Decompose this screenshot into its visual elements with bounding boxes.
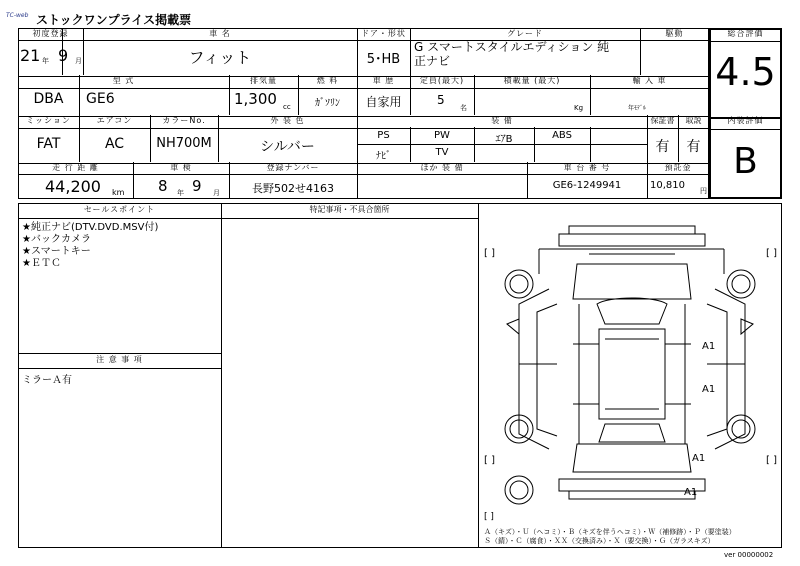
model: GE6	[86, 91, 115, 107]
bracket-spare: [ ]	[484, 512, 494, 522]
reg-number: 長野502せ4163	[252, 182, 334, 195]
label-overall-rating: 総合評価	[727, 29, 764, 38]
grade-line2: 正ナビ	[414, 54, 451, 68]
reg-month-unit: 月	[75, 57, 82, 65]
cautions-list	[22, 375, 72, 387]
damage-mark: A1	[684, 487, 698, 498]
label-special-notes: 特記事項・不具合箇所	[309, 205, 390, 214]
damage-legend-line1: Ａ（キズ）・Ｕ（ヘコミ）・Ｂ（キズを伴うヘコミ）・Ｗ（補修跡）・Ｐ（要塗装）	[484, 528, 736, 536]
model-prefix: DBA	[33, 91, 64, 107]
inspection-month-unit: 月	[213, 189, 220, 197]
label-other-equipment: ほか 装 備	[420, 163, 464, 172]
label-capacity: 定員(最大)	[419, 76, 465, 85]
label-sales-points: セールスポイント	[83, 205, 156, 214]
manual: 有	[686, 139, 701, 155]
damage-legend-line2: Ｓ（錆）・Ｃ（腐食）・ＸＸ（交換済み）・Ｘ（要交換）・Ｇ（ガラスキズ）	[484, 537, 715, 545]
label-grade: グレード	[507, 29, 543, 38]
label-model: 型 式	[112, 76, 135, 85]
sales-points-list	[22, 222, 158, 270]
inspection-month: 9	[192, 177, 202, 195]
equip-tv: TV	[435, 147, 449, 158]
label-interior-rating: 内装評価	[727, 116, 764, 125]
history: 自家用	[365, 95, 402, 109]
label-aircon: エアコン	[96, 116, 133, 125]
mileage-unit: km	[112, 188, 125, 197]
reg-year-unit: 年	[42, 57, 49, 65]
label-displacement: 排気量	[250, 76, 277, 85]
label-recycle-fee: 預託金	[664, 163, 692, 172]
car-damage-diagram	[479, 204, 781, 547]
interior-rating-value: B	[733, 141, 758, 182]
label-mileage: 走 行 距 離	[52, 163, 99, 172]
label-chassis-number: 車 台 番 号	[563, 163, 611, 172]
color-no: NH700M	[156, 136, 212, 151]
equip-abs: ABS	[552, 130, 572, 141]
label-max-load: 積載量 (最大)	[503, 76, 561, 85]
aircon: AC	[104, 136, 125, 152]
list-item: ★バックカメラ	[22, 234, 91, 245]
label-inspection: 車 検	[170, 163, 192, 172]
capacity: 5	[437, 93, 445, 107]
mission: FAT	[36, 136, 61, 152]
label-mission: ミッション	[26, 116, 71, 125]
label-first-registration: 初度登録	[32, 29, 69, 38]
recycle-fee: 10,810	[650, 180, 685, 191]
bracket-front-left: [ ]	[484, 248, 495, 259]
equip-airbag: ｴｱB	[495, 134, 513, 145]
label-equipment: 装 備	[491, 116, 513, 125]
equip-navi: ﾅﾋﾞ	[376, 151, 391, 162]
grade-line1: G スマートスタイルエディション 純	[414, 40, 610, 54]
recycle-fee-unit: 円	[700, 187, 707, 195]
list-item: ミラーＡ有	[22, 375, 72, 386]
fuel: ｶﾞｿﾘﾝ	[315, 98, 340, 109]
equip-ps: PS	[377, 130, 390, 141]
label-manual: 取説	[685, 116, 702, 125]
exterior-color: シルバー	[260, 139, 315, 155]
list-item: ★スマートキー	[22, 246, 91, 257]
reg-year: 21	[20, 46, 41, 65]
warranty: 有	[655, 139, 670, 155]
label-import: 輸 入 車	[632, 76, 667, 85]
site-logo: TC-web	[6, 12, 29, 19]
capacity-unit: 名	[460, 104, 467, 112]
label-car-name: 車 名	[209, 29, 231, 38]
bracket-rear-left: [ ]	[484, 455, 495, 466]
label-history: 車 歴	[372, 76, 395, 85]
damage-mark: A1	[702, 341, 716, 352]
door-shape: 5･HB	[366, 52, 401, 67]
displacement-unit: cc	[283, 103, 291, 111]
label-cautions: 注 意 事 項	[96, 355, 143, 364]
displacement: 1,300	[234, 90, 277, 108]
reg-month: 9	[58, 46, 69, 65]
inspection-year-unit: 年	[177, 189, 184, 197]
overall-rating-value: 4.5	[715, 50, 776, 94]
label-color-no: カラーNo.	[162, 116, 206, 125]
bracket-front-right: [ ]	[766, 248, 777, 259]
label-reg-number: 登録ナンバー	[266, 163, 320, 172]
label-warranty: 保証書	[650, 116, 675, 125]
list-item: ★純正ナビ(DTV.DVD.MSV付)	[22, 222, 159, 233]
label-drive: 駆動	[665, 29, 684, 38]
list-item: ★ＥＴＣ	[22, 258, 61, 269]
max-load-unit: Kg	[574, 104, 584, 112]
bracket-rear-right: [ ]	[766, 455, 777, 466]
label-exterior-color: 外 装 色	[270, 116, 305, 125]
label-door-shape: ドア・形状	[361, 29, 406, 38]
version-label: ver 00000002	[724, 551, 774, 559]
car-name: フィット	[188, 48, 252, 67]
inspection-year: 8	[158, 177, 168, 195]
label-fuel: 燃 料	[316, 76, 339, 85]
chassis-number: GE6-1249941	[552, 180, 622, 191]
import-year-model: 年ﾓﾃﾞﾙ	[628, 105, 647, 112]
mileage: 44,200	[45, 177, 101, 196]
equip-pw: PW	[434, 130, 450, 141]
damage-mark: A1	[702, 384, 716, 395]
sheet-title: ストックワンプライス掲載票	[36, 13, 192, 27]
damage-mark: A1	[692, 453, 706, 464]
